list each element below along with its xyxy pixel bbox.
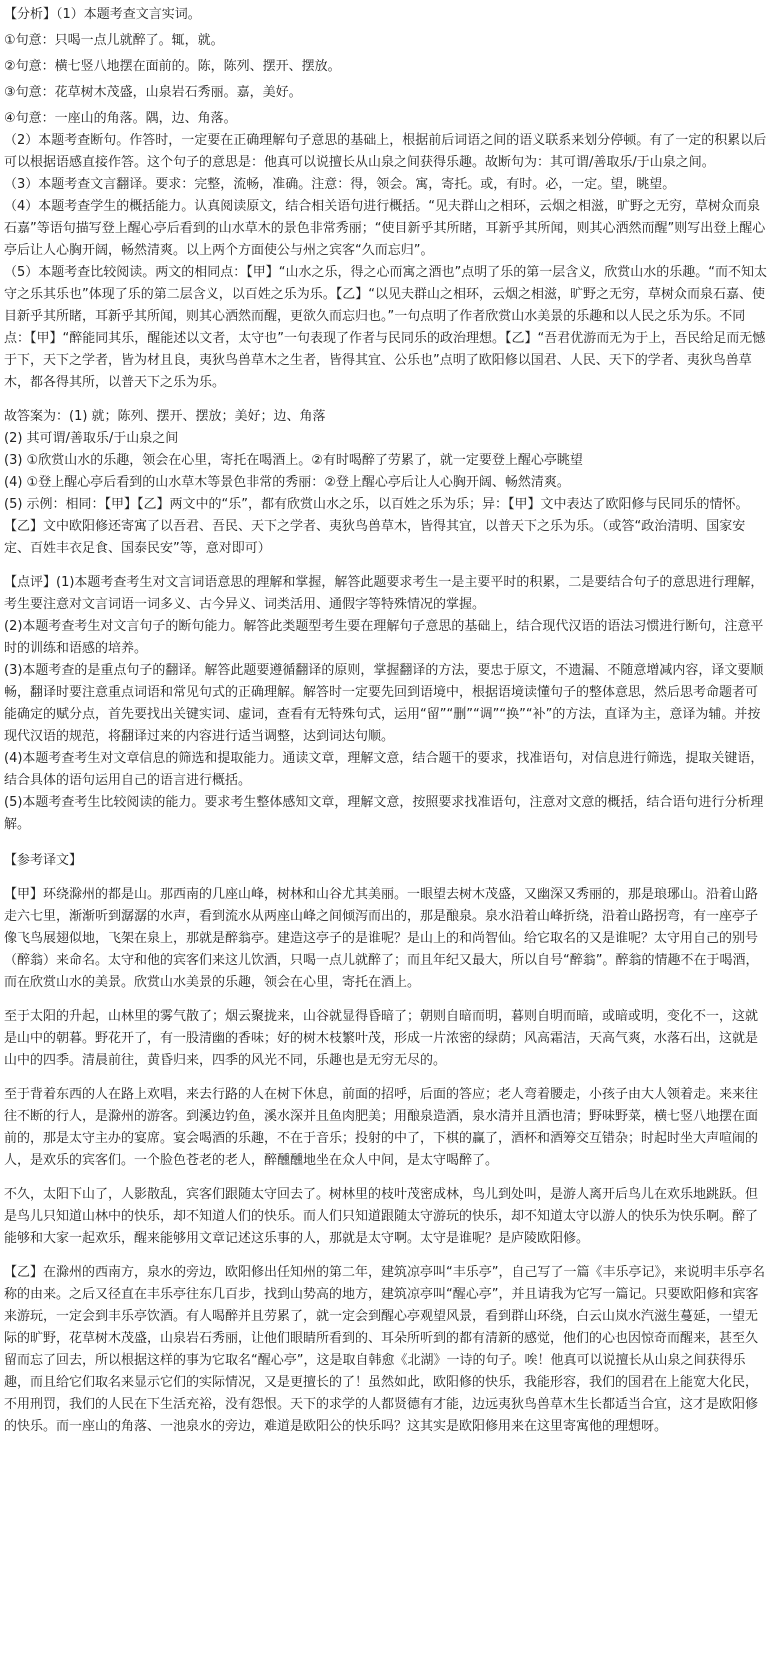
comment-1: 【点评】(1)本题考查考生对文言词语意思的理解和掌握，解答此题要求考生一是主要平时的积累，二是要结合句子的意思进行理解，考生要注意对文言词语一词多义、古今异义、词类活用、通假字等特殊情况的掌握。: [4, 575, 764, 612]
comment-section: [4, 572, 770, 836]
answer-2: (2) 其可谓/善取乐/于山泉之间: [4, 431, 179, 446]
analysis-question-3: （3）本题考查文言翻译。要求：完整，流畅，准确。注意：得，领会。寓，寄托。或，有时。必，一定。望，眺望。: [4, 177, 676, 192]
analysis-item-2: ②句意：横七竖八地摆在面前的。陈，陈列、摆开、摆放。: [4, 59, 341, 74]
comment-3: (3)本题考查的是重点句子的翻译。解答此题要遵循翻译的原则，掌握翻译的方法，要忠于原文，不遗漏、不随意增减内容，译文要顺畅，翻译时要注意重点词语和常见句式的正确理解。解答时一定要先回到语境中，根据语境读懂句子的整体意思，然后思考命题者可能确定的赋分点，首先要找出关键实词、虚词，查看有无特殊句式，运用“留”“删”“调”“换”“补”的方法，直译为主，意译为辅。并按现代汉语的规范，将翻译过来的内容进行适当调整，达到词达句顺。: [4, 663, 764, 744]
answer-3: (3) ①欣赏山水的乐趣，领会在心里，寄托在喝酒上。②有时喝醉了劳累了，就一定要登上醒心亭眺望: [4, 453, 583, 468]
comment-4: (4)本题考查考生对文章信息的筛选和提取能力。通读文章，理解文意，结合题干的要求，找准语句，对信息进行筛选，提取关键语，结合具体的语句运用自己的语言进行概括。: [4, 751, 764, 788]
translation-paragraph-5: 【乙】在滁州的西南方，泉水的旁边，欧阳修出任知州的第二年，建筑凉亭叫“丰乐亭”，自己写了一篇《丰乐亭记》，来说明丰乐亭名称的由来。之后又径直在丰乐亭往东几百步，找到山势高的地方，建筑凉亭叫“醒心亭”，并且请我为它写一篇记。只要欧阳修和宾客来游玩，一定会到丰乐亭饮酒。有人喝醉并且劳累了，就一定会到醒心亭观望风景，看到群山环绕，白云山岚水汽滋生蔓延，一望无际的旷野，花草树木茂盛，山泉岩石秀丽，让他们眼睛所看到的、耳朵所听到的都有清新的感觉，他们的心也因惊奇而醒来，甚至久留而忘了回去，所以根据这样的事为它取名“醒心亭”，这是取自韩愈《北湖》一诗的句子。唉！他真可以说擅长从山泉之间获得乐趣，而且给它们取名来显示它们的实际情况，又是更擅长的了！虽然如此，欧阳修的快乐，我能形容，我们的国君在上能宽大化民，不用刑罚，我们的人民在下生活充裕，没有怨恨。天下的求学的人都贤德有才能，边远夷狄鸟兽草木生长都适当合宜，这才是欧阳修的快乐。而一座山的角落、一池泉水的旁边，难道是欧阳公的快乐吗？这其实是欧阳修用来在这里寄寓他的理想呀。: [4, 1265, 765, 1434]
analysis-item-1: ①句意：只喝一点儿就醉了。辄，就。: [4, 33, 224, 48]
translation-paragraph-4: 不久，太阳下山了，人影散乱，宾客们跟随太守回去了。树林里的枝叶茂密成林，鸟儿到处叫，是游人离开后鸟儿在欢乐地跳跃。但是鸟儿只知道山林中的快乐，却不知道人们的快乐。而人们只知道跟随太守游玩的快乐，却不知道太守以游人的快乐为快乐啊。醉了能够和大家一起欢乐，醒来能够用文章记述这乐事的人，那就是太守啊。太守是谁呢？是庐陵欧阳修。: [4, 1187, 759, 1246]
analysis-question-2: （2）本题考查断句。作答时，一定要在正确理解句子意思的基础上，根据前后词语之间的语义联系来划分停顿。有了一定的积累以后可以根据语感直接作答。这个句子的意思是：他真可以说擅长从山泉之间获得乐趣。故断句为：其可谓/善取乐/于山泉之间。: [4, 133, 767, 170]
comment-2: (2)本题考查考生对文言句子的断句能力。解答此类题型考生要在理解句子意思的基础上，结合现代汉语的语法习惯进行断句，注意平时的训练和语感的培养。: [4, 619, 764, 656]
reference-header: 【参考译文】: [4, 853, 83, 868]
reference-translation-section: [4, 850, 770, 1438]
analysis-item-3: ③句意：花草树木茂盛，山泉岩石秀丽。嘉，美好。: [4, 85, 302, 100]
analysis-question-5: （5）本题考查比较阅读。两文的相同点：【甲】“山水之乐，得之心而寓之酒也”点明了乐的第一层含义，欣赏山水的乐趣。“而不知太守之乐其乐也”体现了乐的第二层含义，以百姓之乐为乐。【乙】“以见夫群山之相环，云烟之相滋，旷野之无穷，草树众而泉石嘉、使目新乎其所睹，耳新乎其所闻，则其心洒然而醒，更欲久而忘归也。”一句点明了作者欣赏山水美景的乐趣和以人民之乐为乐。不同点：【甲】“醉能同其乐，醒能述以文者，太守也”一句表现了作者与民同乐的政治理想。【乙】“吾君优游而无为于上，吾民给足而无憾于下，天下之学者，皆为材且良，夷狄鸟兽草木之生者，皆得其宜、公乐也”点明了欧阳修以国君、人民、天下的学者、夷狄鸟兽草木，都各得其所，以普天下之乐为乐。: [4, 265, 767, 390]
translation-paragraph-1: 【甲】环绕滁州的都是山。那西南的几座山峰，树林和山谷尤其美丽。一眼望去树木茂盛，又幽深又秀丽的，那是琅琊山。沿着山路走六七里，渐渐听到潺潺的水声，看到流水从两座山峰之间倾泻而出的，那是酿泉。泉水沿着山峰折绕，沿着山路拐弯，有一座亭子像飞鸟展翅似地，飞架在泉上，那就是醉翁亭。建造这亭子的是谁呢？是山上的和尚智仙。给它取名的又是谁呢？太守用自己的别号（醉翁）来命名。太守和他的宾客们来这儿饮酒，只喝一点儿就醉了；而且年纪又最大，所以自号“醉翁”。醉翁的情趣不在于喝酒，而在欣赏山水的美景。欣赏山水美景的乐趣，领会在心里，寄托在酒上。: [4, 887, 759, 990]
analysis-section: [4, 4, 770, 394]
translation-paragraph-2: 至于太阳的升起，山林里的雾气散了；烟云聚拢来，山谷就显得昏暗了；朝则自暗而明，暮则自明而暗，或暗或明，变化不一，这就是山中的朝暮。野花开了，有一股清幽的香味；好的树木枝繁叶茂，形成一片浓密的绿荫；风高霜洁，天高气爽，水落石出，这就是山中的四季。清晨前往，黄昏归来，四季的风光不同，乐趣也是无穷无尽的。: [4, 1009, 759, 1068]
translation-paragraph-3: 至于背着东西的人在路上欢唱，来去行路的人在树下休息，前面的招呼，后面的答应；老人弯着腰走，小孩子由大人领着走。来来往往不断的行人，是滁州的游客。到溪边钓鱼，溪水深并且鱼肉肥美；用酿泉造酒，泉水清并且酒也清；野味野菜，横七竖八地摆在面前的，那是太守主办的宴席。宴会喝酒的乐趣，不在于音乐；投射的中了，下棋的赢了，酒杯和酒筹交互错杂；时起时坐大声喧闹的人，是欢乐的宾客们。一个脸色苍老的老人，醉醺醺地坐在众人中间，是太守喝醉了。: [4, 1087, 759, 1168]
answer-4: (4) ①登上醒心亭后看到的山水草木等景色非常的秀丽：②登上醒心亭后让人心胸开阔、畅然清爽。: [4, 475, 570, 490]
answers-section: [4, 406, 770, 560]
comment-5: (5)本题考查考生比较阅读的能力。要求考生整体感知文章，理解文意，按照要求找准语句，注意对文意的概括，结合语句进行分析理解。: [4, 795, 764, 832]
answer-5: (5) 示例：相同：【甲】【乙】两文中的“乐”，都有欣赏山水之乐，以百姓之乐为乐；异：【甲】文中表达了欧阳修与民同乐的情怀。【乙】文中欧阳修还寄寓了以吾君、吾民、天下之学者、夷狄鸟兽草木，皆得其宜，以普天下之乐为乐。（或答“政治清明、国家安定、百姓丰衣足食、国泰民安”等，意对即可）: [4, 497, 749, 556]
answers-header: 故答案为：(1) 就；陈列、摆开、摆放；美好；边、角落: [4, 409, 326, 424]
analysis-item-4: ④句意：一座山的角落。隅，边、角落。: [4, 111, 237, 126]
analysis-question-4: （4）本题考查学生的概括能力。认真阅读原文，结合相关语句进行概括。“见夫群山之相环，云烟之相滋，旷野之无穷，草树众而泉石嘉”等语句描写登上醒心亭后看到的山水草木的景色非常秀丽；“使目新乎其所睹，耳新乎其所闻，则其心洒然而醒”则写出登上醒心亭后让人心胸开阔，畅然清爽。以上两个方面使公与州之宾客“久而忘归”。: [4, 199, 766, 258]
analysis-header: 【分析】（1）本题考查文言实词。: [4, 7, 201, 22]
